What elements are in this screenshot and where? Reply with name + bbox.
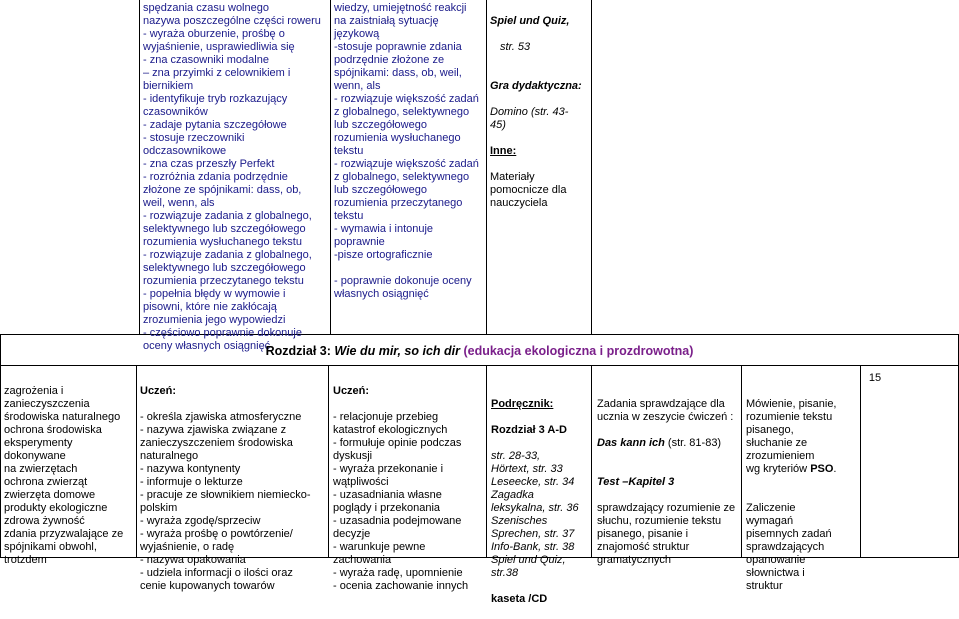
materials-page: str. 53 [500, 41, 531, 53]
assessment-tasks-cell [597, 385, 741, 580]
outcomes-extended-cell [333, 372, 486, 606]
materials-title: Spiel und Quiz, [490, 15, 570, 27]
textbook-label: Podręcznik: [491, 398, 554, 410]
check-bold: Das kann ich [597, 437, 665, 449]
game-value: Domino (str. 43- 45) [490, 106, 569, 131]
topics-cell: zagrożenia i zanieczyszczenia środowiska naturalnego ochrona środowiska eksperymenty dokonywane na zwierzętach ochrona zwierząt zwierzęta domowe produkty ekologiczne zdrowa żywność zdania przyzwalające ze spójnikami obwohl, trotzdem [4, 385, 124, 566]
outcomes-basic-cell [140, 372, 328, 606]
game-label: Gra dydaktyczna: [490, 80, 582, 92]
check-line [597, 437, 741, 450]
assess-a: Mówienie, pisanie, rozumienie tekstu pisanego, słuchanie ze zrozumieniem wg kryteriów PSO. [746, 398, 837, 475]
grid-line [486, 0, 487, 334]
skills-column-extended: wiedzy, umiejętność reakcji na zaistniałą sytuację językową -stosuje poprawnie zdania podrzędnie złożone ze spójnikami: dass, ob, weil, wenn, als - rozwiązuje większość zadań z globalnego, selektywnego lub szczegółowego rozumienia wysłuchanego tekstu - rozwiązuje większość zadań z globalnego, selektywnego lub szczegółowego rozumienia przeczytanego tekstu - wymawia i intonuje poprawnie -pisze ortograficznie - poprawnie dokonuje oceny własnych osiągnięć [334, 2, 479, 300]
grid-line [591, 0, 592, 334]
outcomes-extended-body: - relacjonuje przebieg katastrof ekologicznych - formułuje opinie podczas dyskusji - wyraża przekonanie i wątpliwości - uzasadniania własne poglądy i przekonania - uzasadnia podejmowane decyzje - warunkuje pewne zachowania - wyraża radę, upomnienie - ocenia zachowanie innych [333, 411, 469, 592]
grid-line [741, 365, 742, 558]
textbook-extra: kaseta /CD [491, 593, 548, 605]
chapter-title: Wie du mir, so ich dir [334, 344, 460, 358]
check-pages: (str. 81-83) [664, 437, 722, 449]
check-text: Zadania sprawdzające dla ucznia w zeszycie ćwiczeń : [597, 398, 734, 423]
textbook-chapter: Rozdział 3 A-D [491, 424, 567, 436]
test-label: Test –Kapitel 3 [597, 476, 675, 488]
grid-line [591, 365, 592, 558]
outcomes-basic-label: Uczeń: [140, 385, 177, 397]
chapter-heading [0, 344, 959, 358]
grid-line [328, 365, 329, 558]
outcomes-basic-body: - określa zjawiska atmosferyczne - nazywa zjawiska związane z zanieczyszczeniem środowiska naturalnego - nazywa kontynenty - informuje o lekturze - pracuje ze słownikiem niemiecko- polskim - wyraża zgodę/sprzeciw - wyraża prośbę o powtórzenie/ wyjaśnienie, o radę - nazywa opakowania - udziela informacji o ilości oraz cenie kupowanych towarów [140, 411, 311, 592]
textbook-cell [491, 385, 591, 619]
grid-line [0, 365, 959, 366]
grid-line [139, 0, 140, 334]
textbook-list: str. 28-33, Hörtext, str. 33 Leseecke, str. 34 Zagadka leksykalna, str. 36 Szenisches Sprechen, str. 37 Info-Bank, str. 38 Spiel und Quiz, str.38 [491, 450, 579, 579]
other-label: Inne: [490, 145, 517, 157]
assessment-criteria-cell [746, 385, 860, 606]
assess-b: Zaliczenie wymagań pisemnych zadań sprawdzających opanowanie słownictwa i struktur [746, 502, 832, 592]
grid-line [136, 365, 137, 558]
lesson-count: 15 [868, 372, 882, 384]
grid-line [860, 365, 861, 558]
grid-line [0, 334, 1, 558]
grid-line [486, 365, 487, 558]
assess-pso: PSO [810, 463, 834, 475]
other-value: Materiały pomocnicze dla nauczyciela [490, 171, 567, 209]
skills-column-basic: spędzania czasu wolnego nazywa poszczególne części roweru - wyraża oburzenie, prośbę o wyjaśnienie, usprawiedliwia się - zna czasowniki modalne – zna przyimki z celownikiem i biernikiem - identyfikuje tryb rozkazujący czasowników - zadaje pytania szczegółowe - stosuje rzeczowniki odczasownikowe - zna czas przeszły Perfekt - rozróżnia zdania podrzędnie złożone ze spójnikami: dass, ob, weil, wenn, als - rozwiązuje zadania z globalnego, selektywnego lub szczegółowego rozumienia wysłuchanego tekstu - rozwiązuje zadania z globalnego, selektywnego lub szczegółowego rozumienia przeczytanego tekstu - popełnia błędy w wymowie i pisowni, które nie zakłócają zrozumienia jego wypowiedzi - częściowo poprawnie dokonuje oceny własnych osiągnięć [143, 2, 321, 352]
chapter-prefix: Rozdział 3: [265, 344, 335, 358]
grid-line [330, 0, 331, 334]
materials-cell [490, 2, 590, 223]
outcomes-extended-label: Uczeń: [333, 385, 370, 397]
test-body: sprawdzający rozumienie ze słuchu, rozumienie tekstu pisanego, pisanie i znajomość struktur gramatycznych [597, 502, 736, 566]
chapter-subtitle: (edukacja ekologiczna i prozdrowotna) [460, 344, 694, 358]
assess-a-text: Mówienie, pisanie, rozumienie tekstu pisanego, słuchanie ze zrozumieniem wg kryteriów [746, 398, 837, 475]
